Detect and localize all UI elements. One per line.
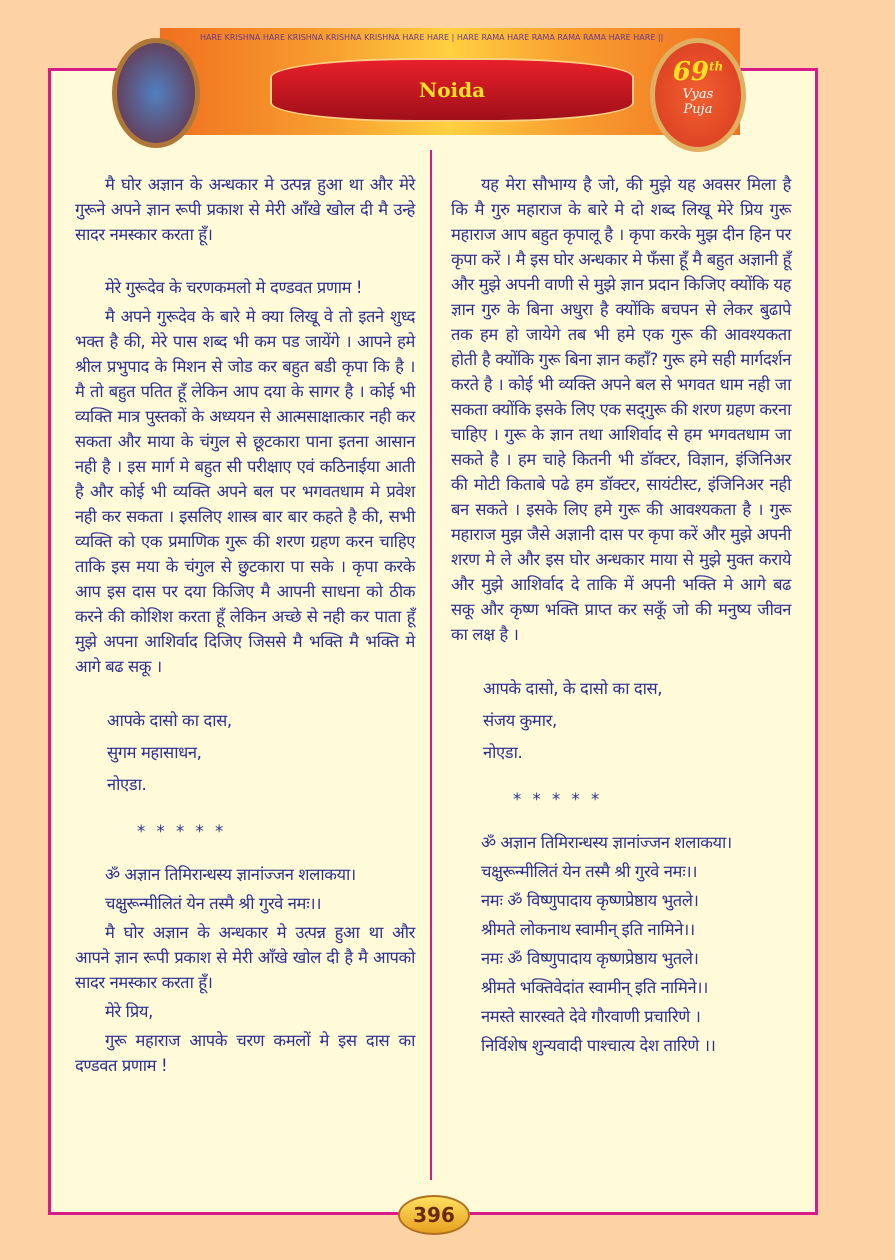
star-separator: * * * * * xyxy=(513,790,603,809)
badge-line1: Vyas xyxy=(682,87,714,102)
right-column xyxy=(451,172,791,1060)
paragraph: मेरे प्रिय, xyxy=(105,1002,153,1021)
mantra-text: HARE KRISHNA HARE KRISHNA KRISHNA KRISHNA HARE HARE | HARE RAMA HARE RAMA RAMA RAMA HARE HARE || xyxy=(200,33,664,42)
badge-line2: Puja xyxy=(683,102,713,117)
title-ribbon xyxy=(270,58,634,122)
badge-suffix: th xyxy=(708,59,724,74)
vyas-puja-badge xyxy=(650,38,746,152)
paragraph: यह मेरा सौभाग्य है जो, की मुझे यह अवसर मिला है कि मै गुरु महाराज के बारे मे दो शब्द लिखू मेरे प्रिय गुरू महाराज आप बहुत कृपालू है । कृपा करके मुझ दीन हिन पर कृपा करें । मै इस घोर अन्धकार मे फँसा हूँ मै बहुत अज्ञानी हूँ और मुझे अपनी वाणी से मुझे ज्ञान प्रदान किजिए क्योंकि यह ज्ञान गुरु के बिना अधुरा है क्योंकि बचपन से लेकर बुढापे तक हम हो जायेगे तब भी हमे एक गुरू की आवश्यकता होती है क्योंकि गुरू बिना ज्ञान कहाँ? गुरू हमे सही मार्गदर्शन करते है । कोई भी व्यक्ति अपने बल से भगवत धाम नही जा सकता क्योंकि इसके लिए एक सद्‌गुरू की शरण ग्रहण करना चाहिए । गुरू के ज्ञान तथा आशिर्वाद से हम भगवतधाम जा सकते है । हम चाहे कितनी भी डॉक्टर, विज्ञान, इंजिनिअर की मोटी किताबे पढे हम डॉक्टर, सायंटीस्ट, इंजिनिअर नही बन सकते । इसके लिए हमे गुरू की आवश्यकता है । गुरू महाराज मुझ जैसे अज्ञानी दास पर कृपा करें और मुझे अपनी शरण मे ले और इस घोर अन्धकार माया से मुझे मुक्त कराये और मुझे आशिर्वाद दे ताकि में अपनी भक्ति मे आगे बढ सकू और कृष्ण भक्ति प्राप्त कर सकूँ जो की मनुष्य जीवन का लक्ष है । xyxy=(451,175,791,644)
signature-line: आपके दासो का दास, xyxy=(107,711,232,730)
verse-line: श्रीमते भक्तिवेदांत स्वामीन् इति नामिने।। xyxy=(481,978,708,997)
page-title: Noida xyxy=(418,78,486,102)
column-divider xyxy=(430,150,432,1180)
paragraph: मेरे गुरूदेव के चरणकमलो मे दण्डवत प्रणाम ! xyxy=(105,278,363,297)
verse-line: श्रीमते लोकनाथ स्वामीन् इति नामिने।। xyxy=(481,920,695,939)
signature-line: नोएडा. xyxy=(483,743,523,762)
paragraph: मै अपने गुरूदेव के बारे मे क्या लिखू वे तो इतने शुध्द भक्त है की, मेरे पास शब्द भी कम पड जायेंगे । आपने हमे श्रील प्रभुपाद के मिशन से जोड कर बहुत बडी कृपा कि है । मै तो बहुत पतित हूँ लेकिन आप दया के सागर है । कोई भी व्यक्ति मात्र पुस्तकों के अध्ययन से आत्मसाक्षात्कार नही कर सकता और माया के चंगुल से छूटकारा पाना इतना आसान नही है । इस मार्ग मे बहुत सी परीक्षाए एवं कठिनाईया आती है और कोई भी व्यक्ति अपने बल पर भगवतधाम मे प्रवेश नही कर सकता । इसलिए शास्त्र बार बार कहते है की, सभी व्यक्ति को एक प्रमाणिक गुरू की शरण ग्रहण करन चाहिए ताकि इस मया के चंगुल से छुटकारा पा सके । कृपा करके आप इस दास पर दया किजिए मै आपनी साधना को ठीक करने की कोशिश करता हूँ लेकिन अच्छे से नही कर पाता हूँ मुझे अपना आशिर्वाद दिजिए जिससे मै भक्ति मै भक्ति मे आगे बढ सकू । xyxy=(75,307,415,676)
verse-line: निर्विशेष शुन्यवादी पाश्चात्य देश तारिणे ।। xyxy=(481,1036,716,1055)
verse-line: नमः ॐ विष्णुपादाय कृष्णप्रेष्ठाय भुतले। xyxy=(481,891,699,910)
deity-image xyxy=(112,38,200,148)
paragraph: गुरू महाराज आपके चरण कमलों मे इस दास का दण्डवत प्रणाम ! xyxy=(75,1031,415,1075)
badge-number: 69 xyxy=(672,57,709,87)
paragraph: मै घोर अज्ञान के अन्धकार मे उत्पन्न हुआ था और आपने ज्ञान रूपी प्रकाश से मेरी आँखे खोल दी है मै आपको सादर नमस्कार करता हूँ। xyxy=(75,923,415,992)
signature-line: आपके दासो, के दासो का दास, xyxy=(483,679,663,698)
verse-line: चक्षुरून्मीलितं येन तस्मै श्री गुरवे नमः।। xyxy=(105,894,322,913)
verse-line: नमः ॐ विष्णुपादाय कृष्णप्रेष्ठाय भुतले। xyxy=(481,949,699,968)
star-separator: * * * * * xyxy=(137,822,227,841)
verse-line: ॐ अज्ञान तिमिरान्धस्य ज्ञानांज्जन शलाकया। xyxy=(105,865,356,884)
signature-line: नोएडा. xyxy=(107,775,147,794)
paragraph: मै घोर अज्ञान के अन्धकार मे उत्पन्न हुआ था और मेरे गुरूने अपने ज्ञान रूपी प्रकाश से मेरी आँखे खोल दी मै उन्हे सादर नमस्कार करता हूँ। xyxy=(75,175,415,244)
verse-line: ॐ अज्ञान तिमिरान्धस्य ज्ञानांज्जन शलाकया। xyxy=(481,833,732,852)
verse-line: चक्षुरून्मीलितं येन तस्मै श्री गुरवे नमः।। xyxy=(481,862,698,881)
left-column xyxy=(75,172,415,1078)
verse-line: नमस्ते सारस्वते देवे गौरवाणी प्रचारिणे । xyxy=(481,1007,701,1026)
signature-line: संजय कुमार, xyxy=(483,711,557,730)
signature-line: सुगम महासाधन, xyxy=(107,743,202,762)
page-number: 396 xyxy=(398,1195,470,1235)
